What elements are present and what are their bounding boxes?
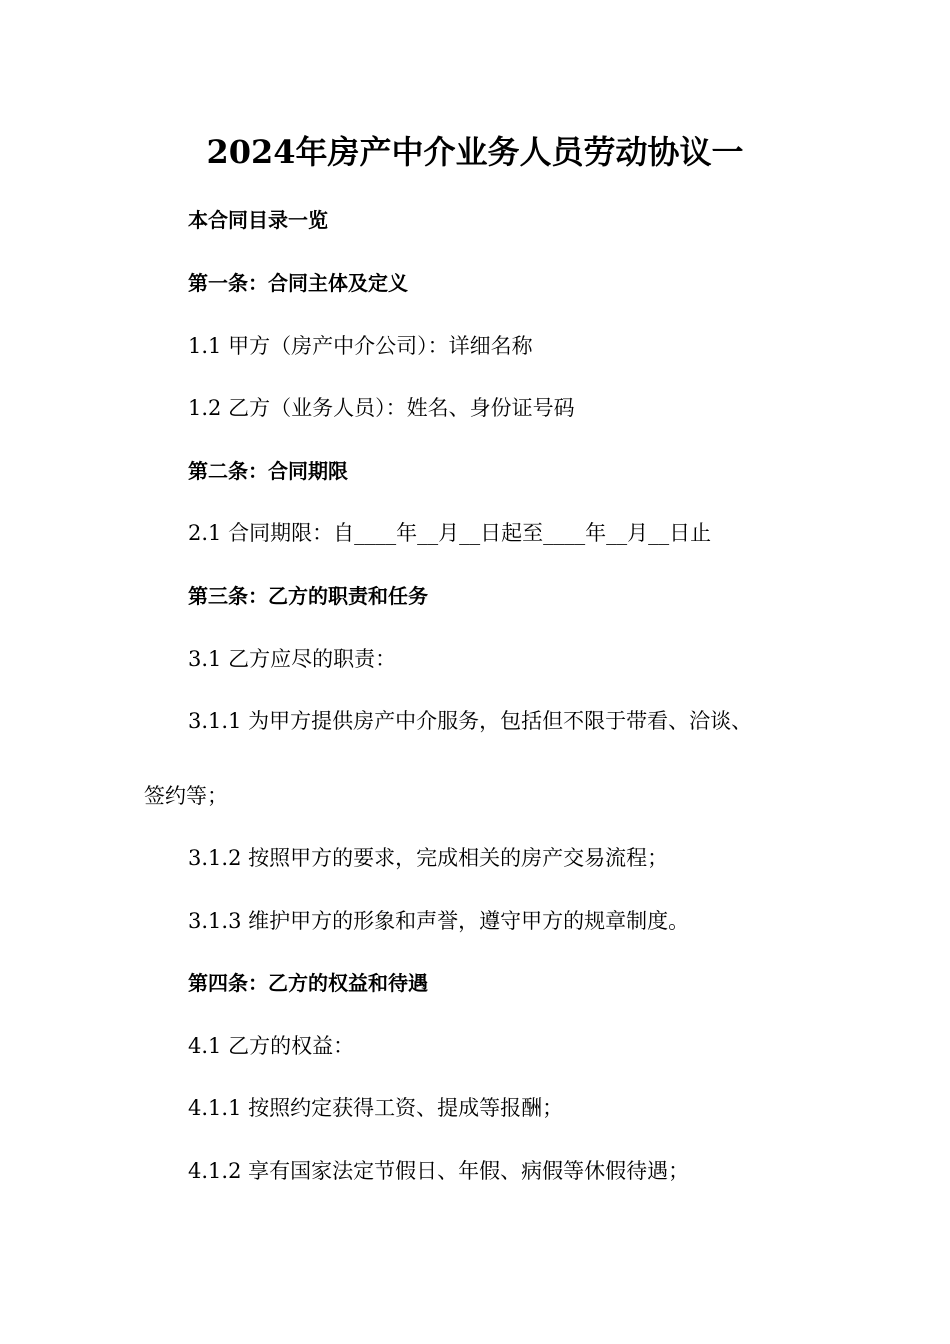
article-2-heading: 第二条：合同期限 (188, 459, 348, 483)
article-4-heading: 第四条：乙方的权益和待遇 (188, 971, 428, 995)
document-title: 2024年房产中介业务人员劳动协议一 (206, 133, 744, 171)
clause-1-1: 1.1 甲方（房产中介公司）：详细名称 (188, 334, 533, 358)
clause-3-1-1: 3.1.1 为甲方提供房产中介服务，包括但不限于带看、洽谈、 (188, 709, 753, 733)
clause-2-1: 2.1 合同期限：自____年__月__日起至____年__月__日止 (188, 521, 712, 545)
clause-3-1: 3.1 乙方应尽的职责： (188, 647, 397, 671)
clause-3-1-1-continued: 签约等； (144, 784, 228, 808)
clause-4-1: 4.1 乙方的权益： (188, 1034, 355, 1058)
clause-4-1-1: 4.1.1 按照约定获得工资、提成等报酬； (188, 1096, 564, 1120)
toc-heading: 本合同目录一览 (188, 208, 328, 232)
article-3-heading: 第三条：乙方的职责和任务 (188, 584, 428, 608)
clause-3-1-2: 3.1.2 按照甲方的要求，完成相关的房产交易流程； (188, 846, 669, 870)
clause-3-1-3: 3.1.3 维护甲方的形象和声誉，遵守甲方的规章制度。 (188, 909, 690, 933)
clause-4-1-2: 4.1.2 享有国家法定节假日、年假、病假等休假待遇； (188, 1159, 690, 1183)
article-1-heading: 第一条：合同主体及定义 (188, 271, 408, 295)
clause-1-2: 1.2 乙方（业务人员）：姓名、身份证号码 (188, 396, 575, 420)
